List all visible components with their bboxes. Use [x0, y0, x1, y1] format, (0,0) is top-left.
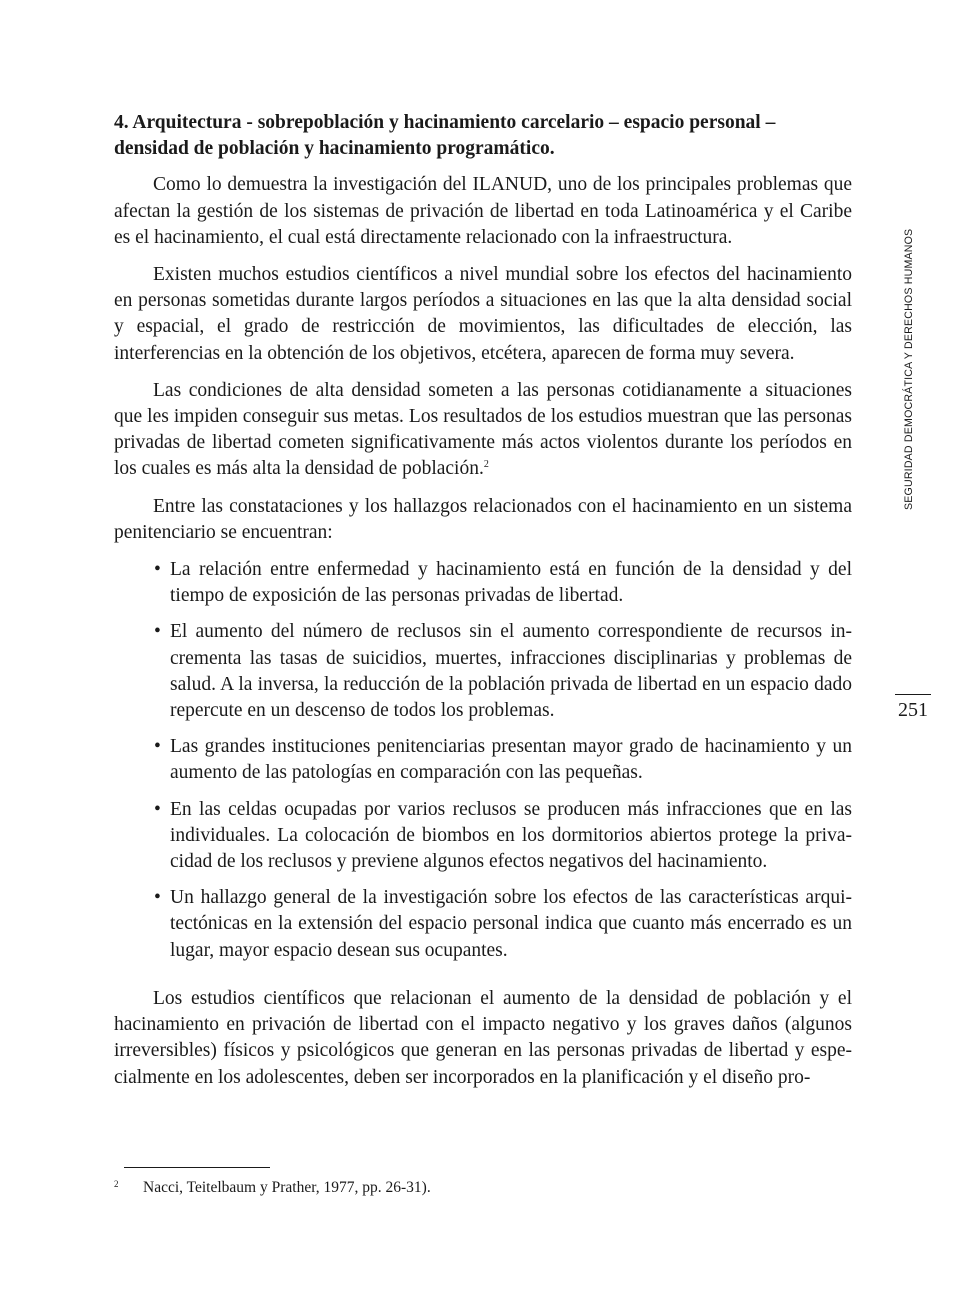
paragraph-studies: Existen muchos estudios científicos a nivel mundial sobre los efectos del hacinamiento en personas sometidas durante largos períodos a situaciones en las que la alta densidad social y espacial, el grado de restricción de movimientos, las dificultades de elección, las interferencias en la obtención de los objetivos, etcétera, aparecen de forma muy severa.: [114, 264, 852, 364]
section-heading: 4. Arquitectura - sobrepoblación y hacinamiento carcelario – espacio personal – densidad de población y hacinamiento programático.: [114, 112, 776, 160]
list-item-text: En las celdas ocupadas por varios reclusos se producen más infracciones que en las individuales. La colocación de biombos en los dormitorios abiertos protege la privacidad de los reclusos y previene algunos efectos negativos del hacinamiento.: [170, 798, 852, 873]
list-item: [114, 734, 852, 786]
footnote-divider: [124, 1167, 270, 1168]
list-item-text: Las grandes instituciones penitenciarias presentan mayor grado de hacinamiento y un aumento de las patologías en comparación con las pequeñas.: [170, 736, 852, 784]
paragraph-closing: Los estudios científicos que relacionan el aumento de la densidad de población y el hacinamiento en privación de libertad con el impacto negativo y los graves daños (algunos irreversibles) físicos y psicológicos que generan en las personas privadas de libertad y especialmente en los adolescentes, deben ser incorporados en la planificación y el diseño pro-: [114, 987, 852, 1088]
page-number: 251: [898, 699, 928, 721]
findings-list: [114, 557, 852, 964]
paragraph-density-text: Las condiciones de alta densidad someten a las personas cotidianamente a situaciones que les impiden conseguir sus metas. Los resultados de los estudios muestran que las personas privadas de libertad cometen significativamente más actos violentos durante los períodos en los cuales es más alta la densidad de población.: [114, 379, 852, 480]
list-item-text: La relación entre enfermedad y hacinamiento está en función de la densidad y del tiempo de exposición de las personas privadas de libertad.: [170, 559, 852, 607]
list-item: [114, 797, 852, 876]
paragraph-intro: Como lo demuestra la investigación del ILANUD, uno de los principales problemas que afectan la gestión de los sistemas de privación de libertad en toda Latinoamérica y el Caribe es el hacinamiento, el cual está directamente relacionado con la infraestructura.: [114, 174, 852, 248]
list-item: [114, 619, 852, 724]
bullet-icon: •: [154, 798, 161, 820]
footnote-text: Nacci, Teitelbaum y Prather, 1977, pp. 26-31).: [143, 1179, 431, 1196]
list-item-text: Un hallazgo general de la investigación sobre los efectos de las características arquitectónicas en la extensión del espacio personal indica que cuanto más encerrado es un lugar, mayor espacio desean sus ocupantes.: [170, 887, 852, 961]
bullet-icon: •: [154, 736, 161, 758]
bullet-icon: •: [154, 559, 161, 581]
bullet-icon: •: [154, 887, 161, 909]
page-number-rule: [895, 694, 931, 695]
bullet-icon: •: [154, 621, 161, 643]
list-item: [114, 885, 852, 964]
page-body: [114, 110, 852, 1102]
footnote-mark: 2: [114, 1179, 119, 1189]
list-item: [114, 557, 852, 609]
paragraph-findings-intro: Entre las constataciones y los hallazgos relacionados con el hacinamiento en un sistema penitenciario se encuentran:: [114, 495, 852, 543]
list-item-text: El aumento del número de reclusos sin el aumento correspondiente de recursos incrementa las tasas de suicidios, muertes, infracciones disciplinarias y problemas de salud. A la inversa, la reducción de la población privada de libertad en un espacio dado repercute en un descenso de todos los problemas.: [170, 621, 852, 722]
paragraph-density: [114, 378, 852, 483]
footnote-reference: 2: [483, 459, 489, 471]
running-side-title: SEGURIDAD DEMOCRÁTICA Y DERECHOS HUMANOS: [903, 228, 915, 510]
